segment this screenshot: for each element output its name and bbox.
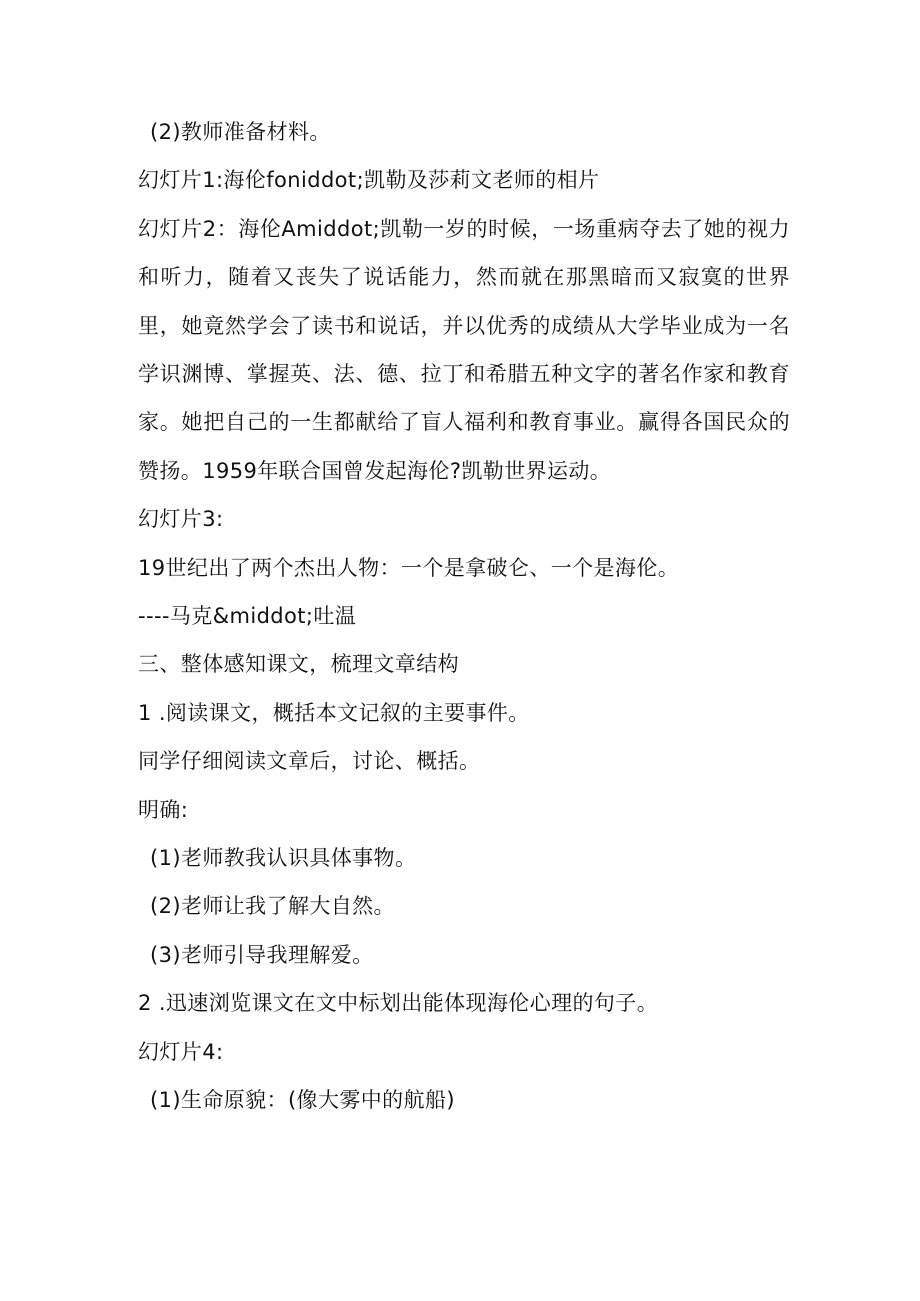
document-content	[138, 108, 790, 1124]
slide3-line: 幻灯片3:	[138, 507, 224, 532]
event-1-line: (1)老师教我认识具体事物。	[150, 845, 417, 870]
event-2-line: (2)老师让我了解大自然。	[150, 894, 395, 919]
clarify-line: 明确:	[138, 797, 189, 822]
event-3-line: (3)老师引导我理解爱。	[150, 942, 374, 967]
prep-materials-line: (2)教师准备材料。	[150, 120, 331, 144]
slide4-line: 幻灯片4:	[138, 1039, 224, 1064]
section-heading: 三、整体感知课文，梳理文章结构	[138, 652, 459, 677]
quote-author-line: ----马克&middot;吐温	[138, 604, 357, 628]
life-state-line: (1)生命原貌：(像大雾中的航船)	[150, 1087, 455, 1112]
slide2-paragraph: 幻灯片2：海伦Amiddot;凯勒一岁的时候，一场重病夺去了她的视力和听力，随着又丧失了说话能力，然而就在那黑暗而又寂寞的世界里，她竟然学会了读书和说话，并以优秀的成绩从大学毕业成为一名学识渊博、掌握英、法、德、拉丁和希腊五种文字的著名作家和教育家。她把自己的一生都献给了盲人福利和教育事业。赢得各国民众的赞扬。1959年联合国曾发起海伦?凯勒世界运动。	[138, 216, 790, 483]
quote-line: 19世纪出了两个杰出人物：一个是拿破仑、一个是海伦。	[138, 555, 680, 580]
task-1-instruction-line: 同学仔细阅读文章后，讨论、概括。	[138, 749, 481, 774]
task-2-line: 2 .迅速浏览课文在文中标划出能体现海伦心理的句子。	[138, 991, 659, 1016]
slide1-line: 幻灯片1:海伦foniddot;凯勒及莎莉文老师的相片	[138, 168, 600, 193]
task-1-line: 1 .阅读课文，概括本文记叙的主要事件。	[138, 700, 530, 725]
